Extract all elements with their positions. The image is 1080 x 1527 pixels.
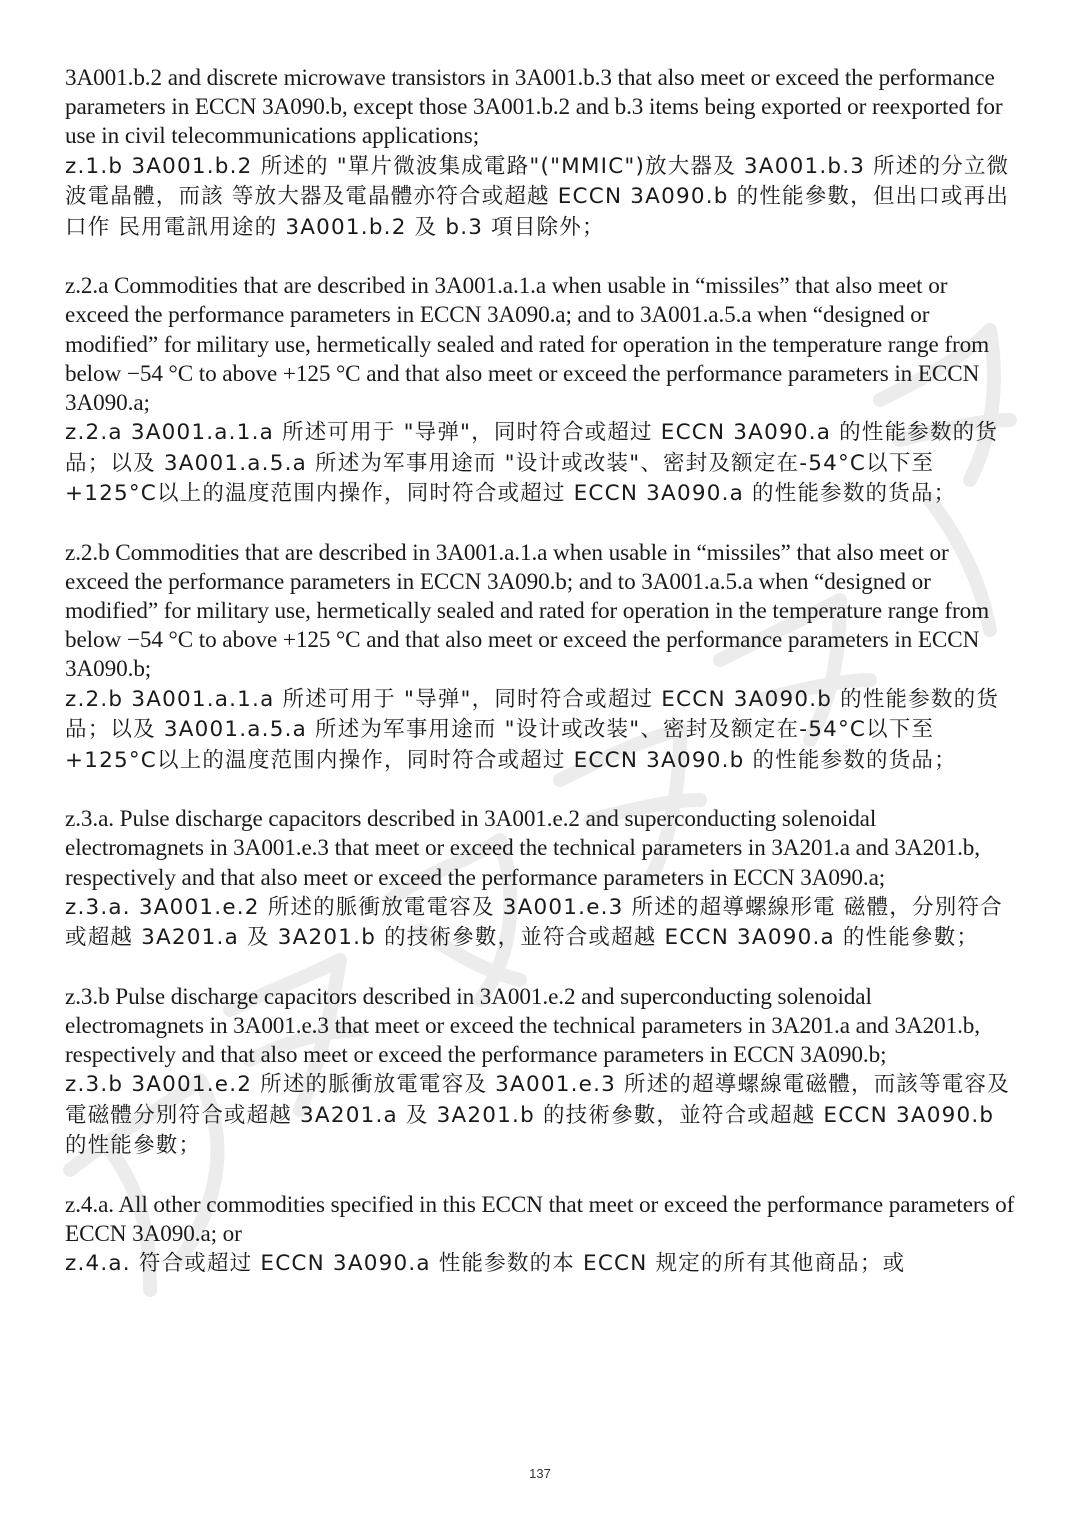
clause-block (65, 64, 1015, 243)
clause-chinese: z.2.a 3A001.a.1.a 所述可用于 "导弹"，同时符合或超过 ECCN 3A090.a 的性能参数的货品；以及 3A001.a.5.a 所述为军事用途而 "设计或改装"、密封及额定在-54°C以下至+125°C以上的温度范围内操作，同时符合或超过 ECCN 3A090.a 的性能参数的货品； (65, 420, 999, 507)
clause-chinese: z.3.b 3A001.e.2 所述的脈衝放電電容及 3A001.e.3 所述的超導螺線電磁體，而該等電容及電磁體分別符合或超越 3A201.a 及 3A201.b 的技術參數，並符合或超越 ECCN 3A090.b 的性能參數； (65, 1072, 1010, 1159)
clause-english: 3A001.b.2 and discrete microwave transistors in 3A001.b.3 that also meet or exceed the performance parameters in ECCN 3A090.b, except those 3A001.b.2 and b.3 items being exported or reexported for use in civil telecommunications applications; (65, 65, 1003, 150)
clause-chinese: z.2.b 3A001.a.1.a 所述可用于 "导弹"，同时符合或超过 ECCN 3A090.b 的性能参数的货品；以及 3A001.a.5.a 所述为军事用途而 "设计或改装"、密封及额定在-54°C以下至+125°C以上的温度范围内操作，同时符合或超过 ECCN 3A090.b 的性能参数的货品； (65, 686, 1000, 773)
clause-block (65, 539, 1015, 777)
clause-english: z.2.b Commodities that are described in 3A001.a.1.a when usable in “missiles” that also meet or exceed the performance parameters in ECCN 3A090.b; and to 3A001.a.5.a when “designed or modified” for military use, hermetically sealed and rated for operation in the temperature range from below −54 °C to above +125 °C and that also meet or exceed the performance parameters in ECCN 3A090.b; (65, 539, 990, 683)
clause-chinese: z.4.a. 符合或超过 ECCN 3A090.a 性能参数的本 ECCN 规定的所有其他商品；或 (65, 1251, 906, 1277)
clause-english: z.4.a. All other commodities specified in this ECCN that meet or exceed the performance parameters of ECCN 3A090.a; or (65, 1191, 1015, 1248)
clause-english: z.3.a. Pulse discharge capacitors described in 3A001.e.2 and superconducting solenoidal electromagnets in 3A001.e.3 that meet or exceed the technical parameters in 3A201.a and 3A201.b, respectively and that also meet or exceed the performance parameters in ECCN 3A090.a; (65, 806, 980, 891)
clause-block (65, 1191, 1015, 1280)
clause-block (65, 272, 1015, 510)
document-body (65, 64, 1015, 1309)
page-number: 137 (529, 1466, 551, 1481)
clause-chinese: z.1.b 3A001.b.2 所述的 "單片微波集成電路"("MMIC")放大器及 3A001.b.3 所述的分立微波電晶體，而該 等放大器及電晶體亦符合或超越 ECCN 3A090.b 的性能參數，但出口或再出口作 民用電訊用途的 3A001.b.2 及 b.3 項目除外； (65, 153, 1010, 240)
clause-block (65, 805, 1015, 954)
clause-english: z.3.b Pulse discharge capacitors described in 3A001.e.2 and superconducting solenoidal electromagnets in 3A001.e.3 that meet or exceed the technical parameters in 3A201.a and 3A201.b, respectively and that also meet or exceed the performance parameters in ECCN 3A090.b; (65, 983, 980, 1069)
clause-chinese: z.3.a. 3A001.e.2 所述的脈衝放電電容及 3A001.e.3 所述的超導螺線形電 磁體，分別符合或超越 3A201.a 及 3A201.b 的技術參數，並符合或超越 ECCN 3A090.a 的性能參數； (65, 894, 1003, 951)
clause-block (65, 983, 1015, 1162)
clause-english: z.2.a Commodities that are described in 3A001.a.1.a when usable in “missiles” that also meet or exceed the performance parameters in ECCN 3A090.a; and to 3A001.a.5.a when “designed or modified” for military use, hermetically sealed and rated for operation in the temperature range from below −54 °C to above +125 °C and that also meet or exceed the performance parameters in ECCN 3A090.a; (65, 273, 990, 416)
